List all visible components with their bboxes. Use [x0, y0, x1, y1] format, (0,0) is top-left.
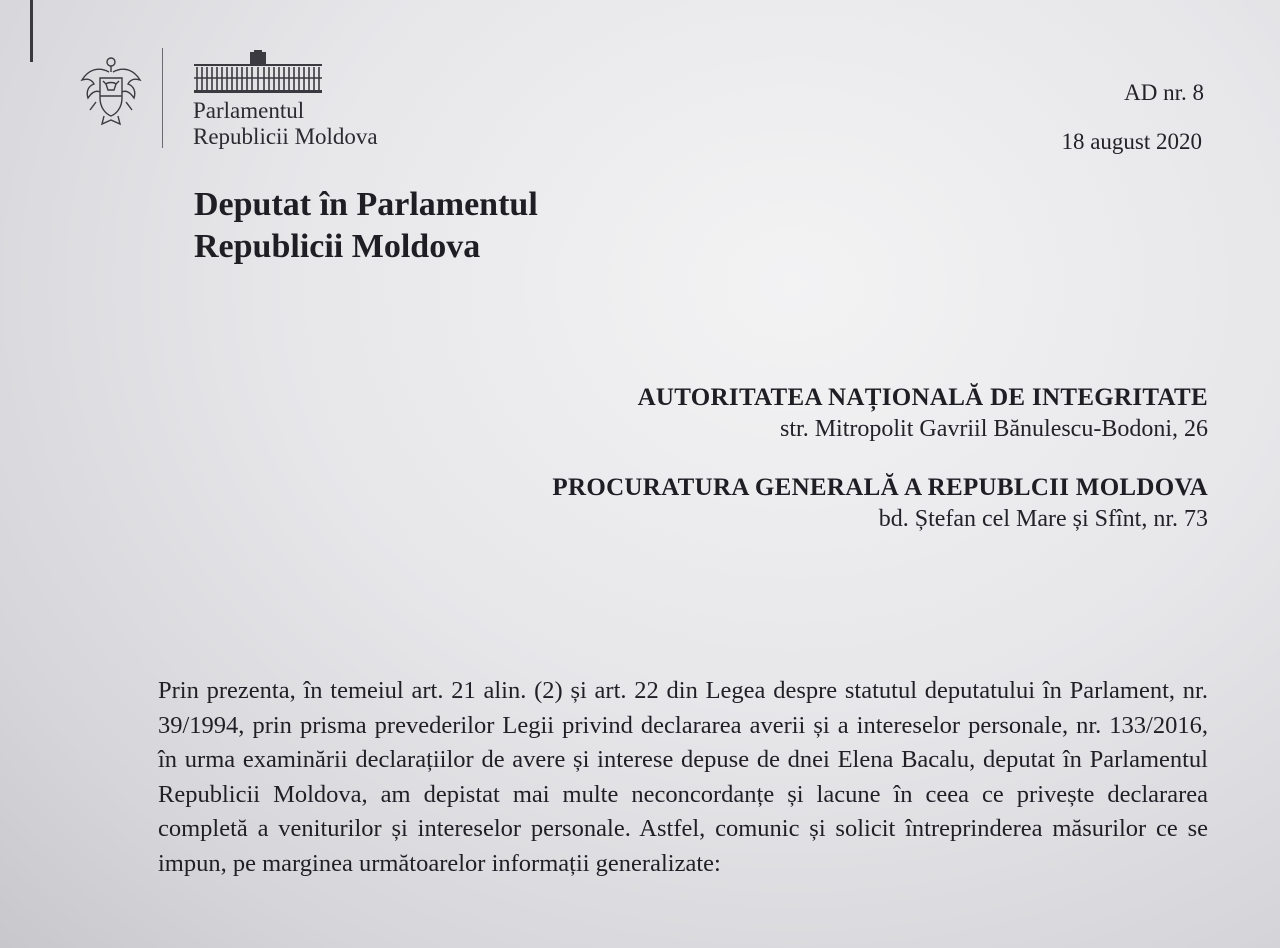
document-reference: AD nr. 8 [1124, 80, 1204, 105]
recipient-address: str. Mitropolit Gavriil Bănulescu-Bodoni, 26 [780, 416, 1208, 442]
document-date: 18 august 2020 [1061, 129, 1202, 154]
organization-name [193, 98, 378, 150]
body-paragraph: Prin prezenta, în temeiul art. 21 alin. (2) și art. 22 din Legea despre statutul deputatului în Parlament, nr. 39/1994, prin prisma prevederilor Legii privind declararea averii și a intereselor personale, nr. 133/2016, în urma examinării declarațiilor de avere și interese depuse de dnei Elena Bacalu, deputat în Parlamentul Republicii Moldova, am depistat mai multe neconcordanțe și lacune în ceea ce privește declararea completă a veniturilor și intereselor personale. Astfel, comunic și solicit întreprinderea măsurilor ce se impun, pe marginea următoarelor informații generalizate: [158, 677, 1208, 877]
page-edge-mark [30, 0, 33, 62]
organization-name-line2: Republicii Moldova [193, 124, 378, 149]
recipient-name: AUTORITATEA NAȚIONALĂ DE INTEGRITATE [637, 384, 1208, 411]
sender-title [194, 184, 538, 268]
sender-title-line2: Republicii Moldova [194, 228, 481, 265]
recipient-address: bd. Ștefan cel Mare și Sfînt, nr. 73 [878, 506, 1208, 532]
header-divider [162, 48, 163, 148]
sender-title-line1: Deputat în Parlamentul [194, 186, 538, 223]
organization-name-line1: Parlamentul [193, 98, 305, 123]
recipient-block [552, 474, 1208, 533]
parliament-building-icon [194, 50, 322, 94]
recipient-name: PROCURATURA GENERALĂ A REPUBLCII MOLDOVA [552, 474, 1208, 501]
moldova-coat-of-arms-icon [78, 52, 144, 130]
recipient-block [638, 384, 1208, 443]
